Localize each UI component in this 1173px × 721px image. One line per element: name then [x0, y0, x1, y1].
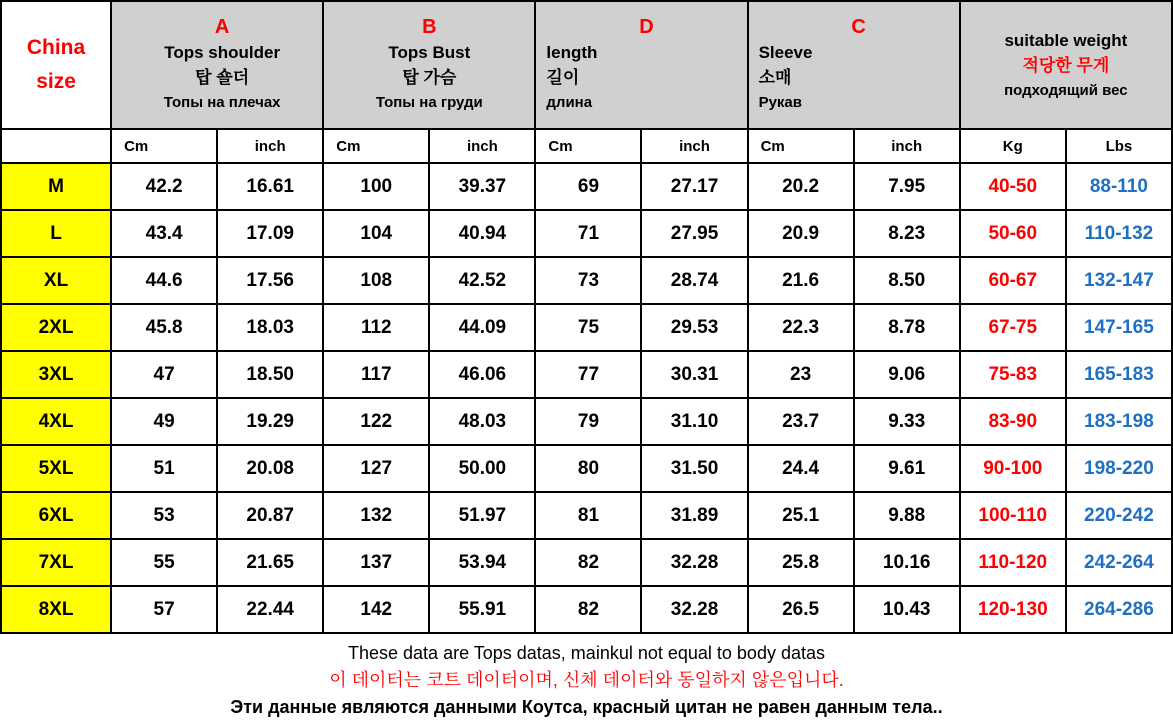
header-group-length: [535, 1, 747, 129]
units-sleeve-inch: inch: [854, 129, 960, 163]
header-group-ru-weight: подходящий вес: [1004, 81, 1128, 99]
header-group-en-sleeve: Sleeve: [758, 43, 813, 62]
units-empty-cell: [1, 129, 111, 163]
header-china-size: [1, 1, 111, 129]
cell-shoulder-cm: 57: [111, 586, 217, 633]
units-length-cm: Cm: [535, 129, 641, 163]
cell-weight-kg: 40-50: [960, 163, 1066, 210]
cell-sleeve-in: 8.50: [854, 257, 960, 304]
cell-shoulder-in: 19.29: [217, 398, 323, 445]
header-china-line-1: China: [26, 36, 86, 59]
cell-sleeve-in: 10.16: [854, 539, 960, 586]
cell-length-cm: 82: [535, 586, 641, 633]
cell-weight-lbs: 183-198: [1066, 398, 1172, 445]
cell-bust-cm: 132: [323, 492, 429, 539]
cell-shoulder-cm: 42.2: [111, 163, 217, 210]
cell-bust-in: 46.06: [429, 351, 535, 398]
header-china-line-2: size: [36, 70, 76, 93]
cell-size: 4XL: [1, 398, 111, 445]
cell-size: XL: [1, 257, 111, 304]
table-row: [1, 351, 1172, 398]
cell-bust-cm: 117: [323, 351, 429, 398]
table-row: [1, 586, 1172, 633]
header-group-letter-c: C: [851, 16, 866, 38]
cell-weight-lbs: 264-286: [1066, 586, 1172, 633]
cell-sleeve-cm: 22.3: [748, 304, 854, 351]
cell-sleeve-in: 8.23: [854, 210, 960, 257]
table-row: [1, 539, 1172, 586]
header-group-ko-bust: 탑 가슴: [402, 68, 457, 87]
cell-shoulder-in: 18.03: [217, 304, 323, 351]
cell-sleeve-cm: 23: [748, 351, 854, 398]
cell-shoulder-cm: 43.4: [111, 210, 217, 257]
cell-sleeve-in: 7.95: [854, 163, 960, 210]
cell-size: 8XL: [1, 586, 111, 633]
units-shoulder-inch: inch: [217, 129, 323, 163]
footer-note-ru: Эти данные являются данными Коутса, красный цитан не равен данным тела..: [230, 697, 943, 717]
header-group-ko-sleeve: 소매: [758, 68, 792, 87]
cell-size: 3XL: [1, 351, 111, 398]
cell-weight-kg: 90-100: [960, 445, 1066, 492]
cell-bust-cm: 104: [323, 210, 429, 257]
table-header-row: [1, 1, 1172, 129]
header-group-en-length: length: [546, 43, 598, 62]
table-row: [1, 257, 1172, 304]
cell-shoulder-cm: 49: [111, 398, 217, 445]
cell-shoulder-cm: 53: [111, 492, 217, 539]
cell-length-cm: 75: [535, 304, 641, 351]
cell-size: 7XL: [1, 539, 111, 586]
units-bust-inch: inch: [429, 129, 535, 163]
cell-bust-cm: 122: [323, 398, 429, 445]
cell-weight-lbs: 198-220: [1066, 445, 1172, 492]
cell-bust-in: 39.37: [429, 163, 535, 210]
cell-length-in: 29.53: [641, 304, 747, 351]
cell-bust-in: 40.94: [429, 210, 535, 257]
cell-length-in: 28.74: [641, 257, 747, 304]
table-row: [1, 163, 1172, 210]
cell-size: L: [1, 210, 111, 257]
cell-length-in: 32.28: [641, 539, 747, 586]
header-group-ru-shoulder: Топы на плечах: [163, 94, 281, 111]
cell-weight-lbs: 165-183: [1066, 351, 1172, 398]
cell-sleeve-in: 9.88: [854, 492, 960, 539]
cell-sleeve-cm: 20.9: [748, 210, 854, 257]
cell-sleeve-cm: 23.7: [748, 398, 854, 445]
header-group-en-weight: suitable weight: [1004, 30, 1128, 50]
cell-length-in: 27.95: [641, 210, 747, 257]
footer-note: [0, 634, 1173, 721]
cell-shoulder-in: 21.65: [217, 539, 323, 586]
cell-bust-cm: 112: [323, 304, 429, 351]
cell-shoulder-in: 17.09: [217, 210, 323, 257]
cell-size: M: [1, 163, 111, 210]
cell-shoulder-in: 17.56: [217, 257, 323, 304]
cell-weight-lbs: 110-132: [1066, 210, 1172, 257]
table-row: [1, 304, 1172, 351]
cell-length-in: 31.89: [641, 492, 747, 539]
footer-note-ko: 이 데이터는 코트 데이터이며, 신체 데이터와 동일하지 않은입니다.: [329, 670, 844, 690]
header-group-ru-length: длина: [546, 94, 593, 111]
header-group-weight: [960, 1, 1172, 129]
cell-shoulder-in: 16.61: [217, 163, 323, 210]
header-group-ru-sleeve: Рукав: [758, 94, 802, 111]
header-group-letter-d: D: [639, 16, 654, 38]
cell-bust-cm: 108: [323, 257, 429, 304]
table-units-row: [1, 129, 1172, 163]
header-group-bust: [323, 1, 535, 129]
cell-weight-lbs: 88-110: [1066, 163, 1172, 210]
cell-sleeve-cm: 25.1: [748, 492, 854, 539]
units-weight-kg: Kg: [960, 129, 1066, 163]
cell-sleeve-in: 10.43: [854, 586, 960, 633]
cell-length-cm: 82: [535, 539, 641, 586]
cell-shoulder-in: 22.44: [217, 586, 323, 633]
header-group-ko-weight: 적당한 무게: [1022, 55, 1110, 75]
cell-shoulder-cm: 44.6: [111, 257, 217, 304]
cell-bust-cm: 142: [323, 586, 429, 633]
footer-note-en: These data are Tops datas, mainkul not equal to body datas: [348, 643, 825, 663]
cell-sleeve-cm: 26.5: [748, 586, 854, 633]
cell-bust-cm: 137: [323, 539, 429, 586]
cell-length-cm: 79: [535, 398, 641, 445]
cell-weight-kg: 120-130: [960, 586, 1066, 633]
header-group-ru-bust: Топы на груди: [375, 94, 483, 111]
cell-length-cm: 73: [535, 257, 641, 304]
cell-length-in: 32.28: [641, 586, 747, 633]
units-weight-lbs: Lbs: [1066, 129, 1172, 163]
header-group-letter-b: B: [422, 16, 437, 38]
cell-sleeve-cm: 24.4: [748, 445, 854, 492]
cell-size: 2XL: [1, 304, 111, 351]
header-group-en-bust: Tops Bust: [388, 43, 471, 62]
cell-length-cm: 81: [535, 492, 641, 539]
cell-weight-lbs: 242-264: [1066, 539, 1172, 586]
cell-bust-in: 51.97: [429, 492, 535, 539]
units-shoulder-cm: Cm: [111, 129, 217, 163]
cell-weight-kg: 100-110: [960, 492, 1066, 539]
header-group-en-shoulder: Tops shoulder: [164, 43, 281, 62]
cell-weight-kg: 50-60: [960, 210, 1066, 257]
cell-bust-cm: 127: [323, 445, 429, 492]
cell-length-cm: 71: [535, 210, 641, 257]
cell-length-in: 30.31: [641, 351, 747, 398]
units-length-inch: inch: [641, 129, 747, 163]
cell-length-cm: 80: [535, 445, 641, 492]
cell-bust-in: 48.03: [429, 398, 535, 445]
cell-shoulder-cm: 55: [111, 539, 217, 586]
cell-shoulder-cm: 51: [111, 445, 217, 492]
table-row: [1, 398, 1172, 445]
cell-size: 5XL: [1, 445, 111, 492]
cell-weight-kg: 75-83: [960, 351, 1066, 398]
cell-sleeve-in: 8.78: [854, 304, 960, 351]
cell-bust-in: 55.91: [429, 586, 535, 633]
cell-shoulder-cm: 45.8: [111, 304, 217, 351]
cell-bust-cm: 100: [323, 163, 429, 210]
cell-weight-lbs: 147-165: [1066, 304, 1172, 351]
header-group-ko-length: 길이: [546, 68, 580, 87]
cell-sleeve-cm: 20.2: [748, 163, 854, 210]
cell-weight-kg: 67-75: [960, 304, 1066, 351]
cell-sleeve-in: 9.61: [854, 445, 960, 492]
cell-length-cm: 77: [535, 351, 641, 398]
cell-length-in: 31.10: [641, 398, 747, 445]
cell-shoulder-in: 20.87: [217, 492, 323, 539]
table-row: [1, 492, 1172, 539]
cell-sleeve-in: 9.06: [854, 351, 960, 398]
cell-size: 6XL: [1, 492, 111, 539]
header-group-ko-shoulder: 탑 숄더: [195, 68, 250, 87]
table-row: [1, 210, 1172, 257]
units-bust-cm: Cm: [323, 129, 429, 163]
table-row: [1, 445, 1172, 492]
units-sleeve-cm: Cm: [748, 129, 854, 163]
header-group-letter-a: A: [214, 16, 230, 38]
cell-sleeve-cm: 25.8: [748, 539, 854, 586]
cell-length-in: 31.50: [641, 445, 747, 492]
cell-weight-lbs: 220-242: [1066, 492, 1172, 539]
cell-sleeve-cm: 21.6: [748, 257, 854, 304]
cell-length-in: 27.17: [641, 163, 747, 210]
cell-shoulder-in: 20.08: [217, 445, 323, 492]
cell-shoulder-in: 18.50: [217, 351, 323, 398]
header-group-sleeve: [748, 1, 960, 129]
cell-bust-in: 50.00: [429, 445, 535, 492]
cell-weight-kg: 60-67: [960, 257, 1066, 304]
header-group-shoulder: [111, 1, 323, 129]
cell-weight-lbs: 132-147: [1066, 257, 1172, 304]
cell-bust-in: 53.94: [429, 539, 535, 586]
cell-weight-kg: 83-90: [960, 398, 1066, 445]
cell-sleeve-in: 9.33: [854, 398, 960, 445]
cell-bust-in: 44.09: [429, 304, 535, 351]
cell-bust-in: 42.52: [429, 257, 535, 304]
cell-length-cm: 69: [535, 163, 641, 210]
cell-shoulder-cm: 47: [111, 351, 217, 398]
cell-weight-kg: 110-120: [960, 539, 1066, 586]
